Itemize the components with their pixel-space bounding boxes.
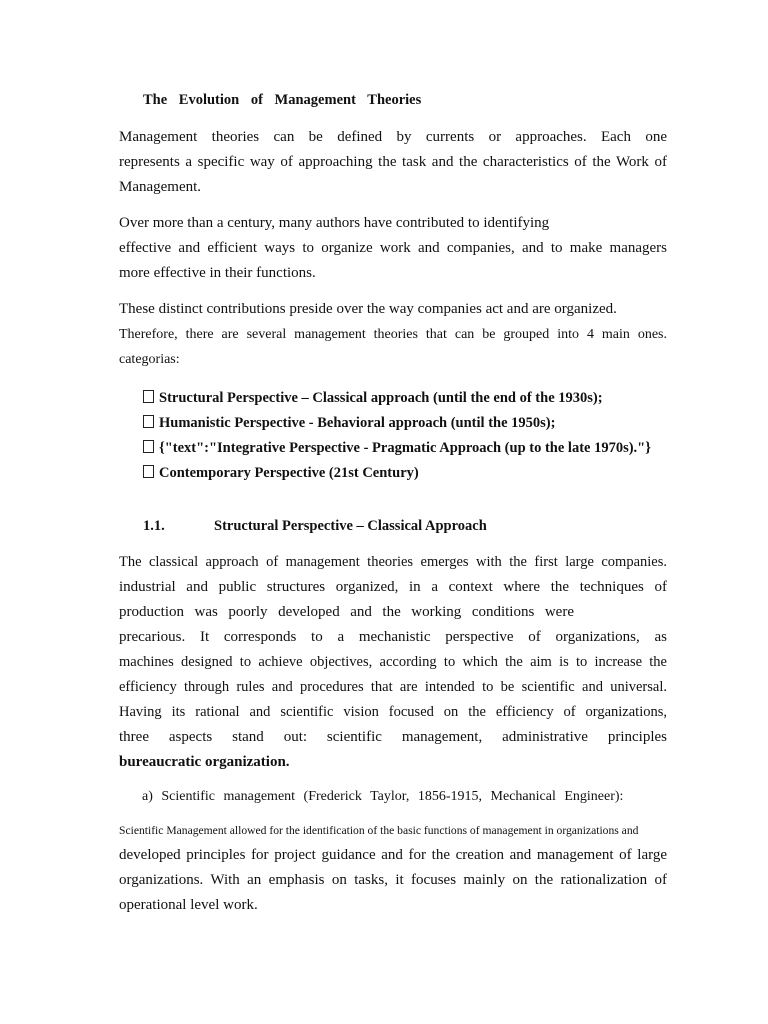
paragraph-line: The classical approach of management theories emerges with the first large companies. (119, 554, 667, 570)
paragraph-line: efficiency through rules and procedures that are intended to be scientific and universal. (119, 679, 667, 695)
perspectives-list (143, 386, 667, 486)
list-item: {"text":"Integrative Perspective - Pragmatic Approach (up to the late 1970s)."} (143, 436, 667, 461)
paragraph-line: organizations. With an emphasis on tasks, it focuses mainly on the rationalization of (119, 872, 667, 888)
paragraph-line: Management theories can be defined by currents or approaches. Each one (119, 129, 667, 145)
checkbox-square-icon (143, 415, 154, 428)
paragraph-line: Having its rational and scientific vision focused on the efficiency of organizations, (119, 704, 667, 720)
paragraph-line: developed principles for project guidance and for the creation and management of large (119, 847, 667, 863)
document-page (119, 88, 667, 929)
paragraph-line: three aspects stand out: scientific management, administrative principles (119, 729, 667, 745)
checkbox-square-icon (143, 440, 154, 453)
paragraph-line: Management. (119, 179, 202, 195)
list-item: Contemporary Perspective (21st Century) (143, 461, 667, 486)
section-heading (143, 514, 667, 538)
paragraph-line: industrial and public structures organized, in a context where the techniques of (119, 579, 667, 595)
paragraph-intro (119, 125, 667, 200)
list-item: Humanistic Perspective - Behavioral approach (until the 1950s); (143, 411, 667, 436)
paragraph-line: more effective in their functions. (119, 265, 316, 281)
paragraph-line: operational level work. (119, 897, 258, 913)
checkbox-square-icon (143, 465, 154, 478)
paragraph-line: represents a specific way of approaching the task and the characteristics of the Work of (119, 154, 667, 170)
bold-text: bureaucratic organization. (119, 754, 290, 770)
paragraph-line: These distinct contributions preside over the way companies act and are organized. (119, 301, 617, 317)
list-item: Structural Perspective – Classical approach (until the end of the 1930s); (143, 386, 667, 411)
paragraph-line: precarious. It corresponds to a mechanistic perspective of organizations, as (119, 629, 667, 645)
paragraph-scientific-management (119, 819, 667, 918)
section-title: Structural Perspective – Classical Approach (214, 518, 487, 534)
paragraph-line: Therefore, there are several management theories that can be grouped into 4 main ones. (119, 327, 667, 342)
paragraph-contributions (119, 297, 667, 372)
document-title: The Evolution of Management Theories (143, 92, 422, 108)
paragraph-line: effective and efficient ways to organize work and companies, and to make managers (119, 240, 667, 256)
paragraph-line: Scientific Management allowed for the identification of the basic functions of management in organizations and (119, 824, 639, 837)
paragraph-line: Over more than a century, many authors have contributed to identifying (119, 215, 550, 231)
paragraph-authors (119, 211, 667, 286)
subsection-scientific-management: a) Scientific management (Frederick Taylor, 1856-1915, Mechanical Engineer): (142, 789, 624, 804)
section-number: 1.1. (143, 518, 165, 534)
checkbox-square-icon (143, 390, 154, 403)
paragraph-line: production was poorly developed and the working conditions were (119, 604, 574, 620)
paragraph-classical-approach (119, 550, 667, 775)
paragraph-line: machines designed to achieve objectives, according to which the aim is to increase the (119, 654, 667, 670)
paragraph-line: categorias: (119, 352, 180, 367)
